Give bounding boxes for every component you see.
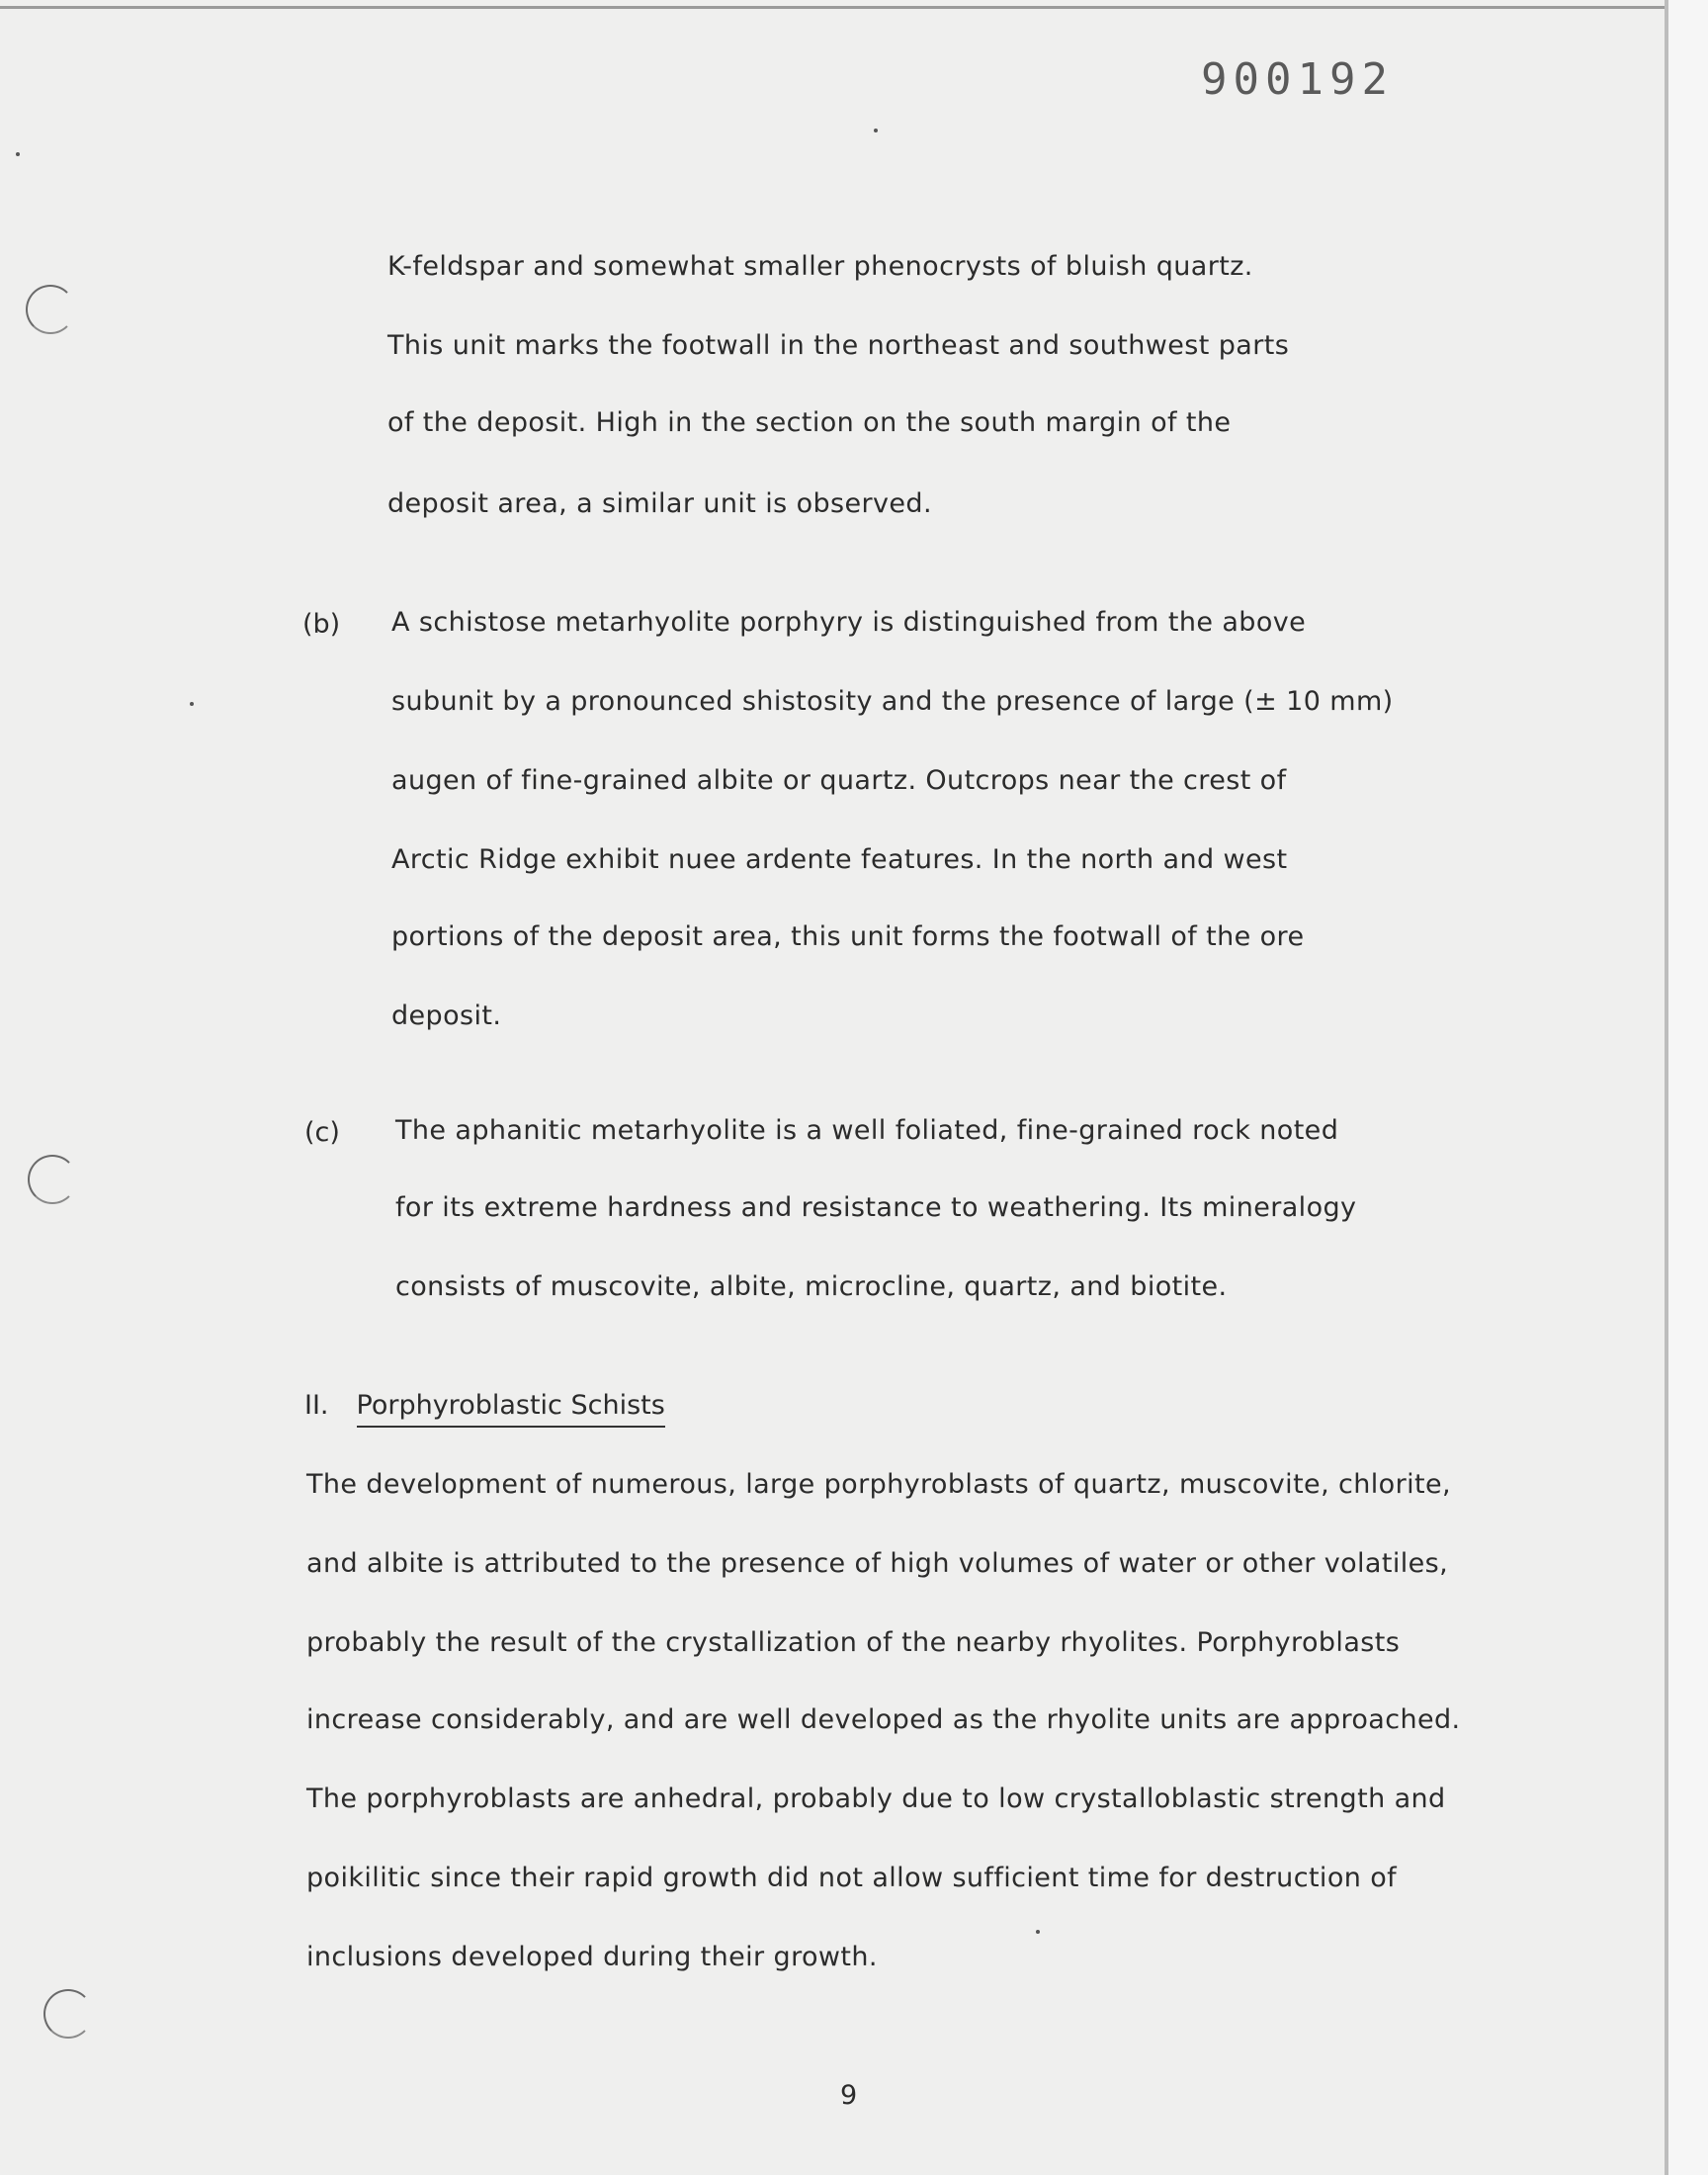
paragraph-line: increase considerably, and are well developed as the rhyolite units are approached. bbox=[306, 1704, 1461, 1735]
scan-speck bbox=[190, 702, 194, 706]
scan-speck bbox=[1036, 1930, 1040, 1934]
paragraph-line: Arctic Ridge exhibit nuee ardente features. In the north and west bbox=[391, 844, 1288, 875]
paragraph-line: subunit by a pronounced shistosity and the presence of large (± 10 mm) bbox=[391, 686, 1394, 717]
paragraph-line: and albite is attributed to the presence of high volumes of water or other volatiles, bbox=[306, 1548, 1449, 1579]
page-number: 9 bbox=[840, 2080, 858, 2111]
document-number: 900192 bbox=[1201, 54, 1394, 105]
section-heading bbox=[304, 1388, 665, 1428]
paragraph-line: This unit marks the footwall in the northeast and southwest parts bbox=[387, 330, 1290, 361]
punch-hole-icon bbox=[26, 285, 75, 334]
paragraph-line: The aphanitic metarhyolite is a well foliated, fine-grained rock noted bbox=[395, 1115, 1339, 1146]
paragraph-line: augen of fine-grained albite or quartz. Outcrops near the crest of bbox=[391, 765, 1287, 796]
scan-speck bbox=[16, 152, 20, 156]
paragraph-line: inclusions developed during their growth. bbox=[306, 1942, 878, 1972]
section-title: Porphyroblastic Schists bbox=[357, 1388, 665, 1428]
section-number: II. bbox=[304, 1390, 329, 1421]
paragraph-line: portions of the deposit area, this unit forms the footwall of the ore bbox=[391, 921, 1305, 952]
paragraph-line: consists of muscovite, albite, microcline, quartz, and biotite. bbox=[395, 1271, 1228, 1302]
paragraph-line: K-feldspar and somewhat smaller phenocrysts of bluish quartz. bbox=[387, 251, 1253, 282]
list-label: (b) bbox=[302, 609, 341, 640]
punch-hole-icon bbox=[28, 1155, 77, 1204]
top-edge-rule bbox=[0, 6, 1670, 9]
paragraph-line: for its extreme hardness and resistance to weathering. Its mineralogy bbox=[395, 1192, 1357, 1223]
paragraph-line: The porphyroblasts are anhedral, probably due to low crystalloblastic strength and bbox=[306, 1784, 1446, 1814]
paragraph-line: poikilitic since their rapid growth did not allow sufficient time for destruction of bbox=[306, 1863, 1398, 1893]
page-margin bbox=[1668, 0, 1708, 2175]
scan-speck bbox=[874, 129, 878, 132]
paragraph-line: The development of numerous, large porphyroblasts of quartz, muscovite, chlorite, bbox=[306, 1469, 1451, 1500]
paragraph-line: probably the result of the crystallization of the nearby rhyolites. Porphyroblasts bbox=[306, 1627, 1401, 1658]
paragraph-line: deposit area, a similar unit is observed. bbox=[387, 488, 932, 519]
list-label: (c) bbox=[304, 1117, 340, 1148]
paragraph-line: of the deposit. High in the section on the south margin of the bbox=[387, 407, 1232, 438]
paragraph-line: A schistose metarhyolite porphyry is distinguished from the above bbox=[391, 607, 1307, 638]
paragraph-line: deposit. bbox=[391, 1000, 502, 1031]
punch-hole-icon bbox=[43, 1989, 93, 2039]
